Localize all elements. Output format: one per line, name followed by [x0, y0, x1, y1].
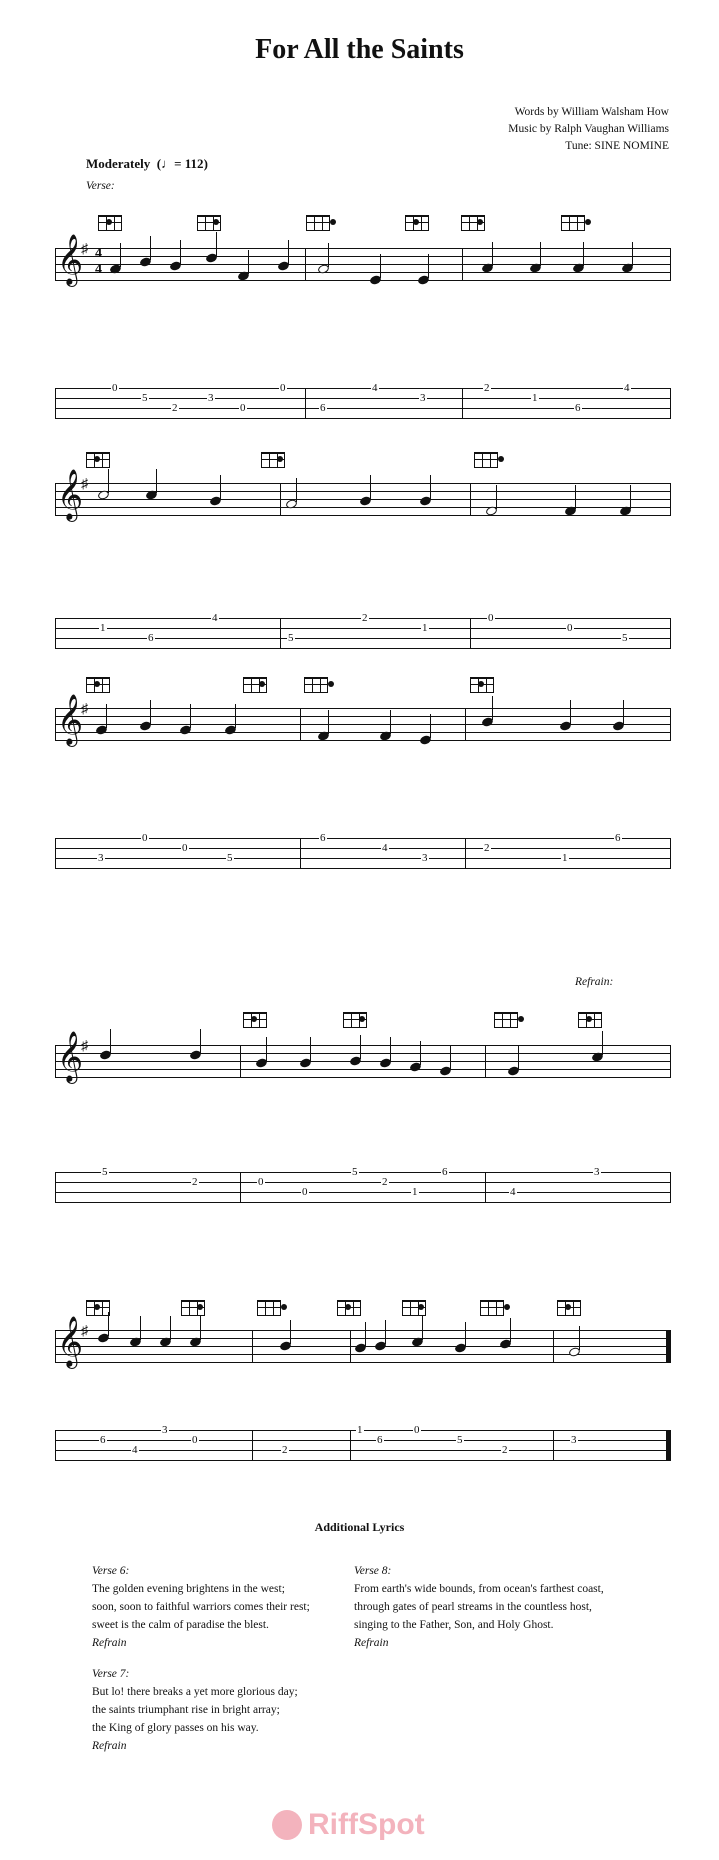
staff-barline: [470, 483, 471, 516]
credits-block: [508, 104, 669, 155]
staff-barline: [670, 1330, 671, 1363]
chord-finger-dot: [477, 219, 483, 225]
staff-line: [55, 716, 670, 717]
tempo-label: Moderately: [86, 156, 151, 171]
tab-fret-number: 3: [98, 852, 104, 864]
tab-fret-number: 5: [227, 852, 233, 864]
staff-barline: [350, 1330, 351, 1363]
time-signature: 4: [95, 246, 102, 261]
note-stem: [430, 475, 431, 499]
tab-fret-number: 5: [288, 632, 294, 644]
tab-fret-number: 0: [302, 1186, 308, 1198]
note-stem: [235, 704, 236, 728]
tab-fret-number: 0: [240, 402, 246, 414]
tab-fret-number: 4: [132, 1444, 138, 1456]
note-stem: [120, 243, 121, 267]
chord-finger-dot: [213, 219, 219, 225]
tab-line: [55, 648, 670, 649]
tab-fret-number: 2: [192, 1176, 198, 1188]
tab-fret-number: 4: [212, 612, 218, 624]
note-stem: [579, 1326, 580, 1350]
chord-finger-dot: [259, 681, 265, 687]
staff-line: [55, 1045, 670, 1046]
verse-7-line-3: the King of glory passes on his way.: [92, 1722, 259, 1734]
note-stem: [140, 1316, 141, 1340]
tempo-bpm: = 112: [174, 156, 204, 171]
tab-line: [55, 858, 670, 859]
chord-finger-dot: [585, 219, 591, 225]
staff-line: [55, 483, 670, 484]
tab-fret-number: 3: [208, 392, 214, 404]
chord-diagram-icon: [480, 1300, 504, 1316]
verse-6-refrain: Refrain: [92, 1637, 127, 1649]
tab-fret-number: 1: [100, 622, 106, 634]
staff-barline: [240, 1045, 241, 1078]
note-stem: [170, 1316, 171, 1340]
staff-barline: [462, 248, 463, 281]
tab-fret-number: 6: [615, 832, 621, 844]
note-stem: [390, 710, 391, 734]
tab-fret-number: 6: [148, 632, 154, 644]
tab-fret-number: 2: [382, 1176, 388, 1188]
chord-finger-dot: [586, 1016, 592, 1022]
chord-finger-dot: [106, 219, 112, 225]
note-stem: [296, 478, 297, 502]
staff-start-barline: [55, 483, 56, 516]
tab-fret-number: 0: [567, 622, 573, 634]
tab-fret-number: 4: [624, 382, 630, 394]
tab-barline: [670, 1430, 671, 1461]
note-stem: [360, 1035, 361, 1059]
staff-line: [55, 507, 670, 508]
verse-8-label: Verse 8:: [354, 1565, 392, 1577]
tab-barline: [280, 618, 281, 649]
quarter-note-icon: (♩: [153, 156, 175, 171]
chord-finger-dot: [345, 1304, 351, 1310]
tab-fret-number: 2: [502, 1444, 508, 1456]
verse-6-line-1: The golden evening brightens in the west;: [92, 1583, 285, 1595]
verse-7-refrain: Refrain: [92, 1740, 127, 1752]
note-stem: [248, 250, 249, 274]
tab-fret-number: 2: [362, 612, 368, 624]
verse-7-label: Verse 7:: [92, 1668, 130, 1680]
staff-barline: [670, 1045, 671, 1078]
note-stem: [370, 475, 371, 499]
note-stem: [492, 242, 493, 266]
note-stem: [216, 232, 217, 256]
verse-7-block: [92, 1665, 352, 1755]
tab-line: [55, 1202, 670, 1203]
tab-fret-number: 1: [562, 852, 568, 864]
chord-finger-dot: [418, 1304, 424, 1310]
tab-fret-number: 1: [357, 1424, 363, 1436]
note-stem: [575, 485, 576, 509]
treble-clef-icon: 𝄞: [57, 235, 84, 284]
tab-fret-number: 3: [571, 1434, 577, 1446]
final-barline: [666, 1330, 670, 1363]
tab-line: [55, 1172, 670, 1173]
treble-clef-icon: 𝄞: [57, 1317, 84, 1366]
note-stem: [108, 1312, 109, 1336]
note-stem: [570, 700, 571, 724]
verse-8-refrain: Refrain: [354, 1637, 389, 1649]
staff-barline: [252, 1330, 253, 1363]
staff-line: [55, 740, 670, 741]
tab-fret-number: 0: [192, 1434, 198, 1446]
note-stem: [365, 1322, 366, 1346]
tab-barline: [240, 1172, 241, 1203]
tab-fret-number: 0: [488, 612, 494, 624]
tab-line: [55, 868, 670, 869]
chord-finger-dot: [251, 1016, 257, 1022]
note-stem: [106, 704, 107, 728]
staff-line: [55, 1077, 670, 1078]
note-stem: [510, 1318, 511, 1342]
note-stem: [518, 1045, 519, 1069]
chord-diagram-icon: [561, 215, 585, 231]
note-stem: [150, 700, 151, 724]
note-stem: [632, 242, 633, 266]
chord-finger-dot: [518, 1016, 524, 1022]
note-stem: [450, 1045, 451, 1069]
verse-7-line-1: But lo! there breaks a yet more glorious day;: [92, 1686, 298, 1698]
staff-barline: [670, 708, 671, 741]
tab-barline: [300, 838, 301, 869]
tab-line: [55, 1182, 670, 1183]
staff-barline: [300, 708, 301, 741]
music-credit: Music by Ralph Vaughan Williams: [508, 123, 669, 135]
tab-fret-number: 2: [172, 402, 178, 414]
note-stem: [630, 485, 631, 509]
tab-start-barline: [55, 1172, 56, 1203]
note-stem: [200, 1029, 201, 1053]
tab-barline: [670, 1172, 671, 1203]
note-stem: [190, 704, 191, 728]
tab-line: [55, 388, 670, 389]
riffspot-logo: RiffSpot: [308, 1808, 425, 1841]
verse-6-line-2: soon, soon to faithful warriors comes their rest;: [92, 1601, 310, 1613]
tab-line: [55, 1450, 670, 1451]
tab-fret-number: 5: [352, 1166, 358, 1178]
verse-8-block: [354, 1562, 684, 1652]
note-stem: [430, 714, 431, 738]
tab-line: [55, 848, 670, 849]
staff-barline: [485, 1045, 486, 1078]
verse-label: Verse:: [86, 180, 115, 192]
chord-finger-dot: [328, 681, 334, 687]
words-credit: Words by William Walsham How: [514, 106, 669, 118]
refrain-label: Refrain:: [575, 976, 614, 988]
key-signature-sharp-icon: ♯: [81, 702, 88, 717]
treble-clef-icon: 𝄞: [57, 695, 84, 744]
note-stem: [390, 1037, 391, 1061]
tab-line: [55, 1460, 670, 1461]
verse-8-line-1: From earth's wide bounds, from ocean's farthest coast,: [354, 1583, 604, 1595]
note-stem: [496, 485, 497, 509]
tab-barline: [670, 388, 671, 419]
chord-finger-dot: [413, 219, 419, 225]
note-stem: [380, 254, 381, 278]
tab-barline: [252, 1430, 253, 1461]
treble-clef-icon: 𝄞: [57, 470, 84, 519]
tab-start-barline: [55, 838, 56, 869]
tab-fret-number: 6: [100, 1434, 106, 1446]
staff-line: [55, 1069, 670, 1070]
staff-start-barline: [55, 248, 56, 281]
note-stem: [623, 700, 624, 724]
chord-finger-dot: [330, 219, 336, 225]
tab-fret-number: 2: [282, 1444, 288, 1456]
staff-line: [55, 1362, 670, 1363]
tab-fret-number: 3: [594, 1166, 600, 1178]
staff-start-barline: [55, 1330, 56, 1363]
chord-diagram-icon: [474, 452, 498, 468]
tab-fret-number: 6: [442, 1166, 448, 1178]
tab-barline: [470, 618, 471, 649]
tab-fret-number: 0: [182, 842, 188, 854]
chord-finger-dot: [565, 1304, 571, 1310]
final-barline: [666, 1430, 670, 1461]
staff-barline: [553, 1330, 554, 1363]
tab-barline: [465, 838, 466, 869]
staff-start-barline: [55, 1045, 56, 1078]
chord-finger-dot: [94, 681, 100, 687]
note-stem: [180, 240, 181, 264]
staff-line: [55, 515, 670, 516]
staff-line: [55, 708, 670, 709]
staff-line: [55, 1338, 670, 1339]
note-stem: [108, 469, 109, 493]
chord-diagram-icon: [257, 1300, 281, 1316]
chord-finger-dot: [498, 456, 504, 462]
tempo-marking: Moderately (♩= 112): [86, 156, 208, 171]
tab-fret-number: 3: [420, 392, 426, 404]
note-stem: [290, 1320, 291, 1344]
tab-fret-number: 2: [484, 382, 490, 394]
note-stem: [385, 1320, 386, 1344]
staff-barline: [305, 248, 306, 281]
chord-finger-dot: [478, 681, 484, 687]
staff-line: [55, 732, 670, 733]
chord-finger-dot: [359, 1016, 365, 1022]
chord-finger-dot: [281, 1304, 287, 1310]
key-signature-sharp-icon: ♯: [81, 477, 88, 492]
tab-fret-number: 0: [258, 1176, 264, 1188]
note-stem: [422, 1316, 423, 1340]
tab-line: [55, 1440, 670, 1441]
tab-fret-number: 0: [414, 1424, 420, 1436]
staff-line: [55, 1061, 670, 1062]
tab-fret-number: 4: [382, 842, 388, 854]
chord-finger-dot: [277, 456, 283, 462]
tab-fret-number: 1: [412, 1186, 418, 1198]
verse-6-block: [92, 1562, 352, 1652]
tab-fret-number: 6: [575, 402, 581, 414]
tab-fret-number: 5: [142, 392, 148, 404]
tab-barline: [462, 388, 463, 419]
tab-barline: [670, 838, 671, 869]
staff-start-barline: [55, 708, 56, 741]
tab-fret-number: 6: [377, 1434, 383, 1446]
tab-fret-number: 3: [162, 1424, 168, 1436]
chord-diagram-icon: [306, 215, 330, 231]
verse-6-line-3: sweet is the calm of paradise the blest.: [92, 1619, 269, 1631]
song-title: For All the Saints: [255, 34, 464, 65]
riffspot-logo-icon: [272, 1810, 302, 1840]
note-stem: [420, 1041, 421, 1065]
staff-line: [55, 1330, 670, 1331]
note-stem: [428, 254, 429, 278]
verse-6-label: Verse 6:: [92, 1565, 130, 1577]
staff-barline: [465, 708, 466, 741]
chord-finger-dot: [504, 1304, 510, 1310]
tab-fret-number: 1: [532, 392, 538, 404]
tab-fret-number: 5: [457, 1434, 463, 1446]
tab-fret-number: 4: [510, 1186, 516, 1198]
tab-line: [55, 1192, 670, 1193]
tune-credit: Tune: SINE NOMINE: [565, 140, 669, 152]
note-stem: [220, 475, 221, 499]
chord-finger-dot: [94, 1304, 100, 1310]
tab-start-barline: [55, 618, 56, 649]
tab-fret-number: 5: [622, 632, 628, 644]
note-stem: [310, 1037, 311, 1061]
chord-diagram-icon: [494, 1012, 518, 1028]
time-signature: 4: [95, 262, 102, 277]
note-stem: [200, 1316, 201, 1340]
tab-fret-number: 5: [102, 1166, 108, 1178]
note-stem: [288, 240, 289, 264]
tab-barline: [350, 1430, 351, 1461]
tab-fret-number: 0: [142, 832, 148, 844]
staff-line: [55, 248, 670, 249]
tab-fret-number: 4: [372, 382, 378, 394]
note-stem: [602, 1031, 603, 1055]
note-stem: [266, 1037, 267, 1061]
tab-start-barline: [55, 1430, 56, 1461]
note-stem: [110, 1029, 111, 1053]
staff-barline: [670, 248, 671, 281]
verse-7-line-2: the saints triumphant rise in bright array;: [92, 1704, 280, 1716]
key-signature-sharp-icon: ♯: [81, 1324, 88, 1339]
verse-8-line-2: through gates of pearl streams in the countless host,: [354, 1601, 592, 1613]
staff-barline: [280, 483, 281, 516]
tab-fret-number: 1: [422, 622, 428, 634]
tab-barline: [553, 1430, 554, 1461]
staff-line: [55, 280, 670, 281]
note-stem: [583, 242, 584, 266]
tab-fret-number: 3: [422, 852, 428, 864]
tab-barline: [485, 1172, 486, 1203]
tab-fret-number: 0: [280, 382, 286, 394]
additional-lyrics-heading: Additional Lyrics: [314, 1520, 405, 1534]
tab-fret-number: 6: [320, 402, 326, 414]
key-signature-sharp-icon: ♯: [81, 1039, 88, 1054]
staff-line: [55, 1053, 670, 1054]
tab-fret-number: 2: [484, 842, 490, 854]
note-stem: [492, 696, 493, 720]
treble-clef-icon: 𝄞: [57, 1032, 84, 1081]
tab-start-barline: [55, 388, 56, 419]
tab-line: [55, 418, 670, 419]
tab-barline: [305, 388, 306, 419]
note-stem: [465, 1322, 466, 1346]
note-stem: [328, 243, 329, 267]
chord-finger-dot: [197, 1304, 203, 1310]
tab-fret-number: 0: [112, 382, 118, 394]
tab-line: [55, 628, 670, 629]
note-stem: [328, 710, 329, 734]
staff-barline: [670, 483, 671, 516]
tab-fret-number: 6: [320, 832, 326, 844]
chord-diagram-icon: [304, 677, 328, 693]
chord-finger-dot: [94, 456, 100, 462]
note-stem: [540, 242, 541, 266]
note-stem: [150, 236, 151, 260]
verse-8-line-3: singing to the Father, Son, and Holy Ghost.: [354, 1619, 554, 1631]
tab-barline: [670, 618, 671, 649]
key-signature-sharp-icon: ♯: [81, 242, 88, 257]
note-stem: [156, 469, 157, 493]
